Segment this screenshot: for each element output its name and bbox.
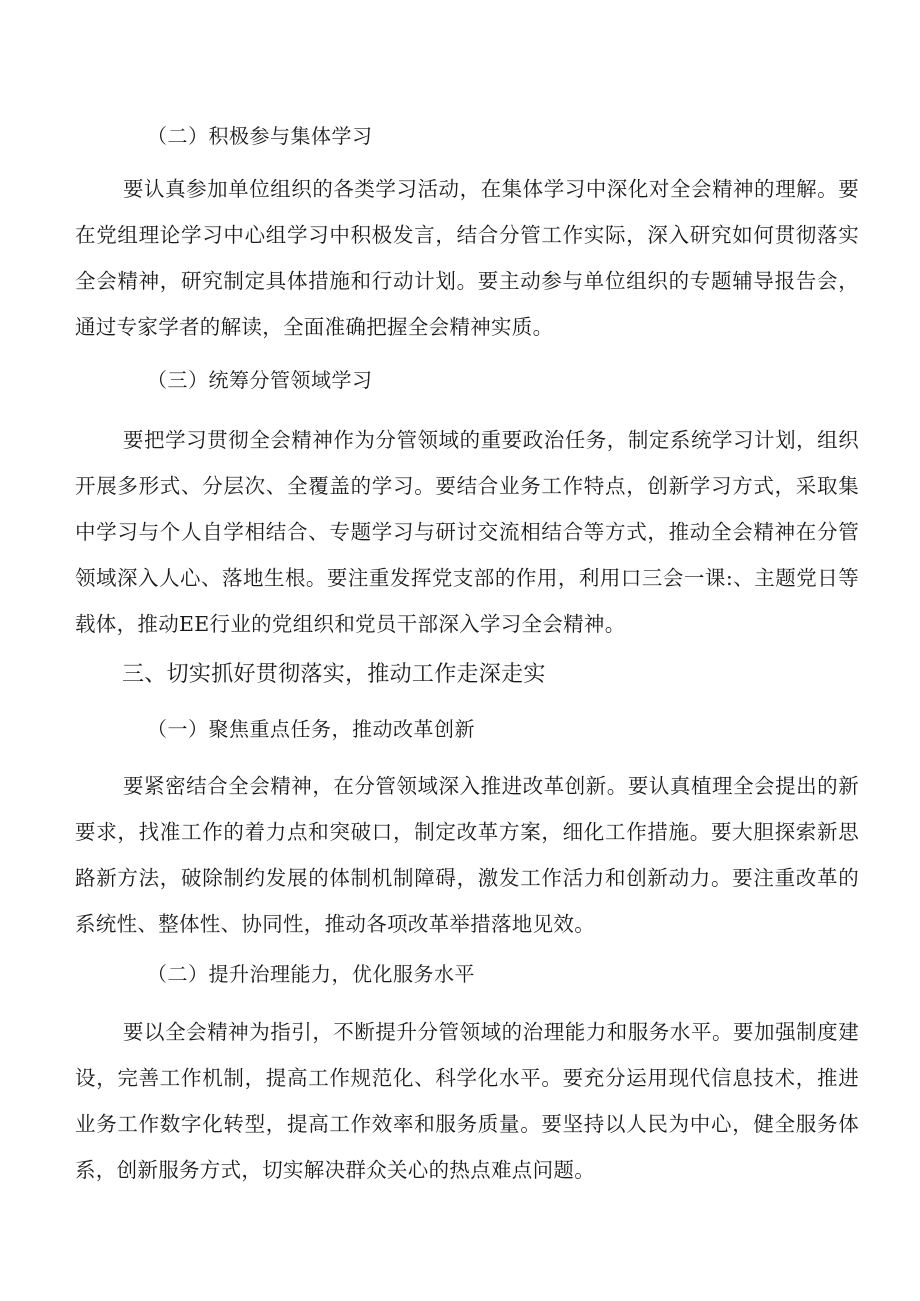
subheading-governance-service: （二）提升治理能力，优化服务水平 (147, 962, 475, 986)
subheading-reform-innovation: （一）聚焦重点任务，推动改革创新 (147, 717, 475, 741)
subheading-participate-collective-study: （二）积极参与集体学习 (147, 124, 373, 148)
paragraph-collective-study: 要认真参加单位组织的各类学习活动，在集体学习中深化对全会精神的理解。要在党组理论学习中心组学习中积极发言，结合分管工作实际，深入研究如何贯彻落实全会精神，研究制定具体措施和行动计划。要主动参与单位组织的专题辅导报告会，通过专家学者的解读，全面准确把握全会精神实质。 (75, 177, 859, 339)
section-title-implementation: 三、切实抓好贯彻落实，推动工作走深走实 (122, 662, 546, 687)
subheading-coordinate-field-study: （三）统筹分管领域学习 (147, 368, 373, 392)
paragraph-reform-innovation: 要紧密结合全会精神，在分管领域深入推进改革创新。要认真植理全会提出的新要求，找准工作的着力点和突破口，制定改革方案，细化工作措施。要大胆探索新思路新方法，破除制约发展的体制机制障碍，激发工作活力和创新动力。要注重改革的系统性、整体性、协同性，推动各项改革举措落地见效。 (75, 774, 859, 936)
paragraph-governance-service: 要以全会精神为指引，不断提升分管领域的治理能力和服务水平。要加强制度建设，完善工作机制，提高工作规范化、科学化水平。要充分运用现代信息技术，推进业务工作数字化转型，提高工作效率和服务质量。要坚持以人民为中心，健全服务体系，创新服务方式，切实解决群众关心的热点难点问题。 (75, 1020, 859, 1182)
paragraph-field-study: 要把学习贯彻全会精神作为分管领域的重要政治任务，制定系统学习计划，组织开展多形式、分层次、全覆盖的学习。要结合业务工作特点，创新学习方式，采取集中学习与个人自学相结合、专题学习与研讨交流相结合等方式，推动全会精神在分管领域深入人心、落地生根。要注重发挥党支部的作用，利用口三会一课:、主题党日等载体，推动EE行业的党组织和党员干部深入学习全会精神。 (75, 428, 859, 636)
